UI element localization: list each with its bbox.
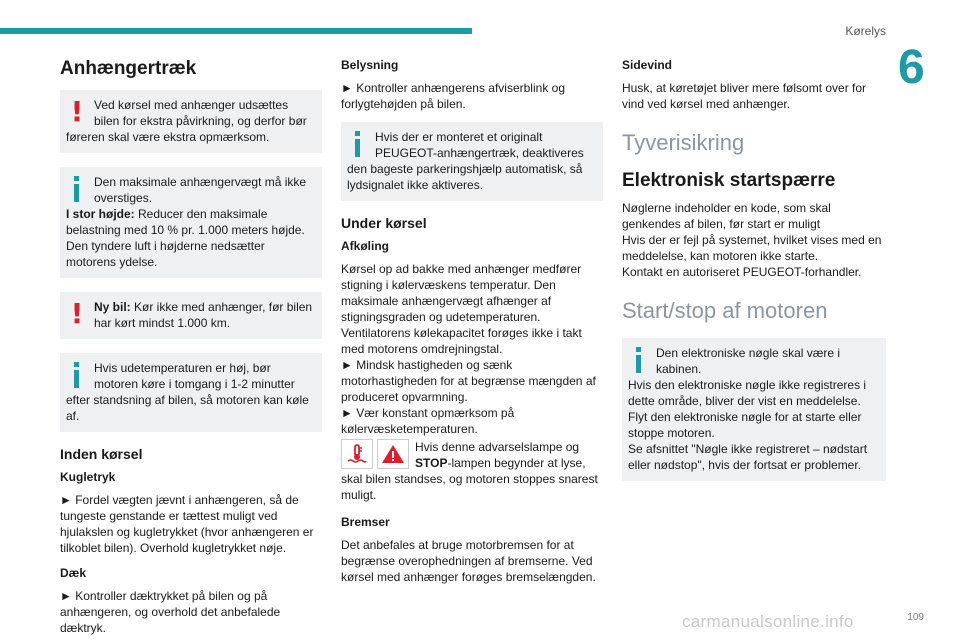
warning-lamp-paragraph: Hvis denne advarselslampe og STOP-lampen begynder at lyse, skal bilen standses, og motoren stoppes snarest muligt. (341, 440, 598, 502)
paragraph: Kontakt en autoriseret PEUGEOT-forhandler. (622, 265, 862, 279)
info-icon (628, 345, 650, 375)
column-1 (60, 54, 322, 640)
paragraph: ► Mindsk hastigheden og sænk motorhastigheden for at begrænse mængden af produceret opvarmning. (341, 358, 596, 404)
paragraph: Kørsel op ad bakke med anhænger medfører stigning i kølervæskens temperatur. Den maksimale anhængervægt afhænger af stigningsgraden og udetemperaturen. (341, 262, 582, 324)
paragraph: ► Fordel vægten jævnt i anhængeren, så de tungeste genstande er tættest muligt ved hjulakslen og kugletrykket (hvor anhængeren er tilkoblet bilen). Overhold kugletrykket nøje. (60, 493, 314, 555)
warning-note: ! Ny bil: Kør ikke med anhænger, før bilen har kørt mindst 1.000 km. (60, 292, 322, 339)
heading-start-stop: Start/stop af motoren (622, 298, 828, 323)
paragraph: ► Kontroller dæktrykket på bilen og på anhængeren, og overhold det anbefalede dæktryk. (60, 589, 281, 635)
paragraph: Det anbefales at bruge motorbremsen for at begrænse overophedningen af bremserne. Ved kørsel med anhænger forøges bremselængden. (341, 538, 596, 584)
exclamation-icon: ! (70, 297, 84, 330)
heading-kugletryk: Kugletryk (60, 470, 116, 484)
info-icon (347, 129, 369, 159)
heading-bremser: Bremser (341, 515, 390, 529)
paragraph: ► Kontroller anhængerens afviserblink og forlygtehøjden på bilen. (341, 81, 565, 111)
coolant-temperature-icon (341, 439, 373, 469)
watermark: carmanualsonline.info (682, 612, 854, 631)
paragraph: Hvis der er fejl på systemet, hvilket vises med en meddelelse, kan motoren ikke starte. (622, 233, 882, 263)
warning-note: ! Ved kørsel med anhænger udsættes bilen for ekstra påvirkning, og derfor bør føreren skal være ekstra opmærksom. (60, 90, 322, 153)
heading-afkoeling: Afkøling (341, 239, 389, 253)
info-note: Hvis der er monteret et originalt PEUGEOT-anhængertræk, deaktiveres den bageste parkeringshjælp automatisk, så lydsignalet ikke aktiveres. (341, 122, 603, 201)
paragraph: ► Vær konstant opmærksom på kølervæsketemperaturen. (341, 406, 515, 436)
exclamation-icon: ! (70, 95, 84, 128)
heading-daek: Dæk (60, 566, 87, 580)
paragraph: Ventilatorens kølekapacitet forøges ikke i takt med motorens omdrejningstal. (341, 326, 582, 356)
warning-triangle-icon (377, 439, 409, 469)
paragraph: Husk, at køretøjet bliver mere følsomt over for vind ved kørsel med anhænger. (622, 81, 867, 111)
heading-elektronisk-startspaerre: Elektronisk startspærre (622, 170, 836, 191)
column-2 (341, 54, 603, 595)
heading-belysning: Belysning (341, 58, 399, 72)
info-note: Den maksimale anhængervægt må ikke overstiges. I stor højde: Reducer den maksimale belastning med 10 % pr. 1.000 meters højde. Den tyndere luft i højderne nedsætter motorens ydelse. (60, 167, 322, 278)
heading-anhaengertraek: Anhængertræk (60, 58, 197, 79)
info-note: Den elektroniske nøgle skal være i kabinen. Hvis den elektroniske nøgle ikke registreres i dette område, bliver der vist en meddelelse. Flyt den elektroniske nøgle for at starte eller stoppe motoren. Se afsnittet "Nøgle ikke registreret – nødstart eller nødstop", hvis der fortsat er problemer. (622, 338, 886, 481)
heading-tyverisikring: Tyverisikring (622, 130, 745, 155)
page-number: 109 (907, 612, 924, 623)
info-icon (66, 174, 88, 204)
chapter-number: 6 (898, 41, 925, 94)
column-3 (622, 54, 886, 495)
heading-sidevind: Sidevind (622, 58, 673, 72)
info-icon (66, 360, 88, 390)
header-accent-bar (0, 28, 472, 34)
heading-under-koersel: Under kørsel (341, 215, 427, 231)
heading-inden-koersel: Inden kørsel (60, 446, 143, 462)
paragraph: Nøglerne indeholder en kode, som skal genkendes af bilen, før start er muligt (622, 201, 831, 231)
section-name: Kørelys (845, 24, 886, 38)
info-note: Hvis udetemperaturen er høj, bør motoren køre i tomgang i 1-2 minutter efter standsning af bilen, så motoren kan køle af. (60, 353, 322, 432)
